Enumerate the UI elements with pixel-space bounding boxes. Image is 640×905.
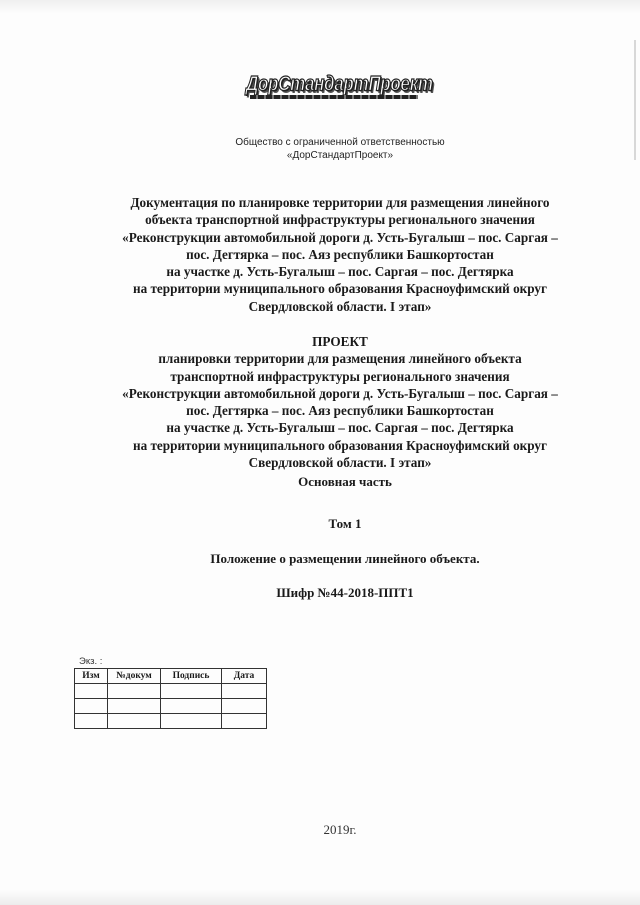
- table-cell: [108, 684, 161, 699]
- volume-label: Том 1: [328, 516, 362, 531]
- title-line: на территории муниципального образования Красноуфимский округ: [132, 281, 548, 297]
- table-cell: [108, 714, 161, 729]
- title-line: «Реконструкции автомобильной дороги д. Усть-Бугалыш – пос. Саргая –: [122, 229, 558, 245]
- table-cell: [222, 714, 267, 729]
- part-label: Основная часть: [298, 474, 392, 489]
- cipher-code: Шифр №44-2018-ППТ1: [276, 585, 414, 600]
- column-header: Подпись: [161, 669, 222, 684]
- organization-line: Общество с ограниченной ответственностью: [235, 137, 445, 148]
- scan-edge-mark: [634, 40, 636, 160]
- table-cell: [161, 684, 222, 699]
- documentation-title: [80, 194, 600, 315]
- table-cell: [161, 714, 222, 729]
- title-line: Свердловской области. I этап»: [248, 455, 432, 471]
- title-line: Свердловской области. I этап»: [248, 298, 432, 314]
- title-line: пос. Дегтярка – пос. Аяз республики Башкортостан: [186, 246, 494, 262]
- project-title: [80, 333, 600, 471]
- copy-number-label: Экз. :: [79, 656, 103, 667]
- title-line: «Реконструкции автомобильной дороги д. Усть-Бугалыш – пос. Саргая –: [122, 385, 558, 401]
- title-line: на участке д. Усть-Бугалыш – пос. Саргая – пос. Дегтярка: [166, 420, 514, 436]
- title-line: объекта транспортной инфраструктуры регионального значения: [145, 212, 535, 228]
- title-line: планировки территории для размещения линейного объекта: [158, 351, 522, 367]
- title-line: на территории муниципального образования Красноуфимский округ: [132, 437, 548, 453]
- column-header: Изм: [75, 669, 108, 684]
- title-line: пос. Дегтярка – пос. Аяз республики Башкортостан: [186, 403, 494, 419]
- title-line: транспортной инфраструктуры регионального значения: [170, 368, 510, 384]
- signature-table: [74, 668, 267, 729]
- year-label: 2019г.: [323, 822, 357, 837]
- company-logo: [246, 71, 433, 106]
- table-cell: [108, 699, 161, 714]
- title-line: на участке д. Усть-Бугалыш – пос. Саргая – пос. Дегтярка: [166, 264, 514, 280]
- logo-text: ДорСтандартПроект: [246, 71, 433, 96]
- column-header: Дата: [222, 669, 267, 684]
- table-row: [75, 699, 267, 714]
- table-cell: [75, 699, 108, 714]
- table-cell: [75, 684, 108, 699]
- organization-line: «ДорСтандартПроект»: [286, 150, 394, 161]
- organization-name: [200, 136, 480, 162]
- project-heading: ПРОЕКТ: [312, 334, 368, 349]
- table-row: [75, 714, 267, 729]
- logo-underline: [250, 95, 418, 99]
- table-cell: [75, 714, 108, 729]
- table-cell: [222, 699, 267, 714]
- table-cell: [161, 699, 222, 714]
- table-header-row: [75, 669, 267, 684]
- title-line: Документация по планировке территории для размещения линейного: [130, 195, 550, 210]
- section-title: Положение о размещении линейного объекта.: [210, 551, 480, 566]
- table-row: [75, 684, 267, 699]
- column-header: №докум: [108, 669, 161, 684]
- table-cell: [222, 684, 267, 699]
